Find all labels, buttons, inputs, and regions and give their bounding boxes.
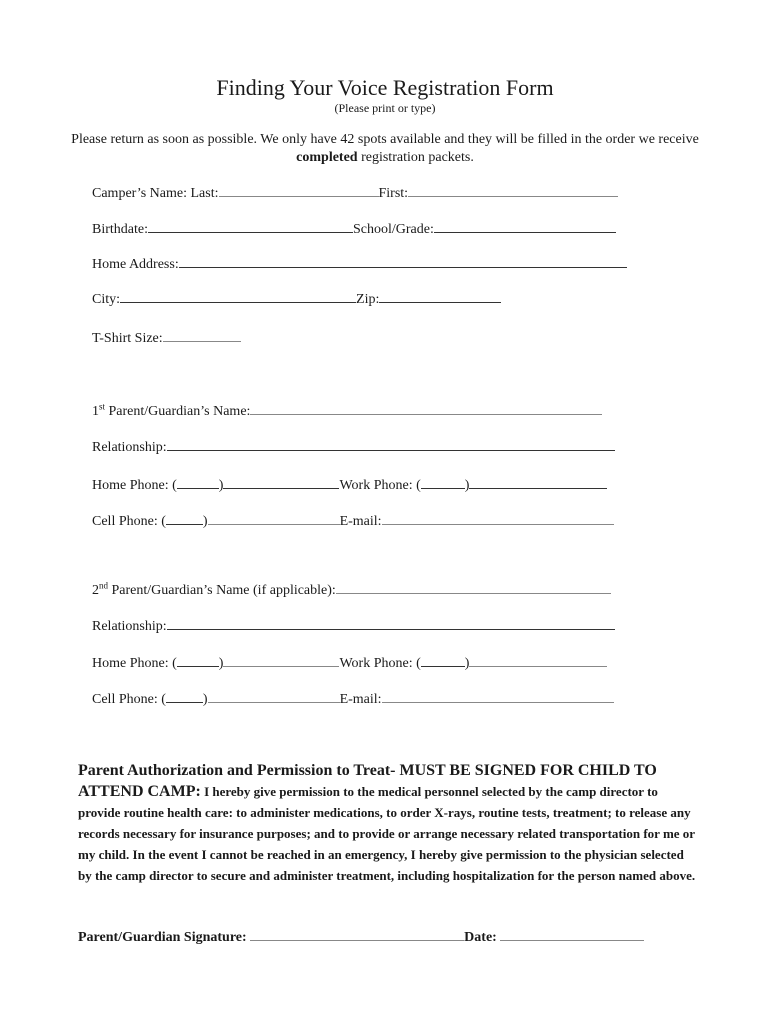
parent1-cell-paren: ): [202, 514, 208, 529]
signature-label: Parent/Guardian Signature:: [78, 930, 251, 945]
parent2-cell-area-code-field[interactable]: [166, 688, 203, 703]
parent1-home-phone-field[interactable]: [223, 474, 339, 489]
parent2-work-area-code-field[interactable]: [421, 652, 465, 667]
parent2-work-phone-field[interactable]: [469, 652, 607, 667]
address-row: [92, 253, 627, 273]
school-grade-field[interactable]: [434, 218, 616, 233]
parent2-work-paren: ): [464, 656, 470, 671]
date-label: Date:: [464, 930, 501, 945]
intro-text-end: registration packets.: [357, 150, 474, 165]
intro-emphasis: completed: [296, 150, 358, 165]
parent1-ordinal-suffix: st: [99, 401, 106, 412]
parent2-cell-phone-label: Cell Phone: (: [92, 692, 166, 707]
parent2-name-field[interactable]: [336, 579, 611, 594]
authorization-section: [78, 760, 698, 886]
parent2-relationship-field[interactable]: [167, 615, 615, 630]
parent2-ordinal: 2: [92, 583, 99, 598]
tshirt-size-label: T-Shirt Size:: [92, 331, 163, 346]
parent2-relationship-label: Relationship:: [92, 619, 167, 634]
parent1-email-label: E-mail:: [339, 514, 382, 529]
parent1-relationship-row: [92, 436, 615, 456]
camper-name-row: [92, 182, 618, 202]
signature-field[interactable]: [250, 926, 464, 941]
parent2-relationship-row: [92, 615, 615, 635]
parent2-email-field[interactable]: [382, 688, 614, 703]
parent1-cell-phone-label: Cell Phone: (: [92, 514, 166, 529]
date-field[interactable]: [500, 926, 644, 941]
zip-field[interactable]: [379, 288, 501, 303]
city-label: City:: [92, 292, 121, 307]
parent2-name-row: [92, 579, 611, 599]
parent2-home-area-code-field[interactable]: [177, 652, 219, 667]
home-address-label: Home Address:: [92, 257, 179, 272]
authorization-body: I hereby give permission to the medical personnel selected by the camp director to provide routine health care: to administer medications, to order X-rays, routine tests, treatment; to release any records necessary for insurance purposes; and to provide or arrange necessary related transportation for me or my child. In the event I cannot be reached in an emergency, I hereby give permission to the physician selected by the camp director to secure and administer treatment, including hospitalization for the person named above.: [78, 784, 696, 883]
parent1-home-area-code-field[interactable]: [177, 474, 219, 489]
parent1-name-label: Parent/Guardian’s Name:: [105, 404, 251, 419]
parent1-name-field[interactable]: [250, 400, 602, 415]
birthdate-field[interactable]: [148, 218, 353, 233]
zip-label: Zip:: [356, 292, 380, 307]
intro-text: Please return as soon as possible. We only have 42 spots available and they will be filled in the order we receive: [71, 132, 699, 147]
parent2-phone-row: [92, 652, 607, 672]
parent2-cell-row: [92, 688, 614, 708]
parent1-work-phone-label: Work Phone: (: [339, 478, 421, 493]
parent1-home-paren: ): [218, 478, 224, 493]
signature-row: [78, 926, 644, 946]
parent1-home-phone-label: Home Phone: (: [92, 478, 177, 493]
parent2-cell-paren: ): [202, 692, 208, 707]
parent2-home-phone-label: Home Phone: (: [92, 656, 177, 671]
birthdate-label: Birthdate:: [92, 222, 148, 237]
parent1-cell-row: [92, 510, 614, 530]
parent1-work-phone-field[interactable]: [469, 474, 607, 489]
parent2-home-paren: ): [218, 656, 224, 671]
camper-last-name-label: Camper’s Name: Last:: [92, 186, 219, 201]
city-field[interactable]: [120, 288, 356, 303]
tshirt-row: [92, 327, 241, 347]
parent2-cell-phone-field[interactable]: [208, 688, 340, 703]
parent1-phone-row: [92, 474, 607, 494]
page-subtitle: (Please print or type): [334, 101, 436, 115]
camper-last-name-field[interactable]: [219, 182, 379, 197]
parent1-relationship-field[interactable]: [167, 436, 615, 451]
parent2-work-phone-label: Work Phone: (: [339, 656, 421, 671]
city-row: [92, 288, 501, 308]
camper-first-name-field[interactable]: [408, 182, 618, 197]
parent2-home-phone-field[interactable]: [223, 652, 339, 667]
parent1-email-field[interactable]: [382, 510, 614, 525]
parent1-ordinal: 1: [92, 404, 99, 419]
authorization-heading: Parent Authorization and Permission to Treat- MUST BE SIGNED FOR CHILD TO ATTEND CAMP:: [78, 762, 657, 800]
school-grade-label: School/Grade:: [353, 222, 434, 237]
parent1-name-row: [92, 400, 602, 420]
home-address-field[interactable]: [179, 253, 627, 268]
camper-first-name-label: First:: [378, 186, 409, 201]
intro-paragraph: [60, 131, 710, 167]
parent1-cell-area-code-field[interactable]: [166, 510, 203, 525]
parent1-cell-phone-field[interactable]: [208, 510, 340, 525]
parent2-email-label: E-mail:: [339, 692, 382, 707]
parent2-ordinal-suffix: nd: [99, 580, 108, 591]
page-title: Finding Your Voice Registration Form: [216, 75, 554, 100]
parent1-relationship-label: Relationship:: [92, 440, 167, 455]
parent1-work-paren: ): [464, 478, 470, 493]
birthdate-row: [92, 218, 616, 238]
parent2-name-label: Parent/Guardian’s Name (if applicable):: [108, 583, 336, 598]
tshirt-size-field[interactable]: [163, 327, 241, 342]
parent1-work-area-code-field[interactable]: [421, 474, 465, 489]
